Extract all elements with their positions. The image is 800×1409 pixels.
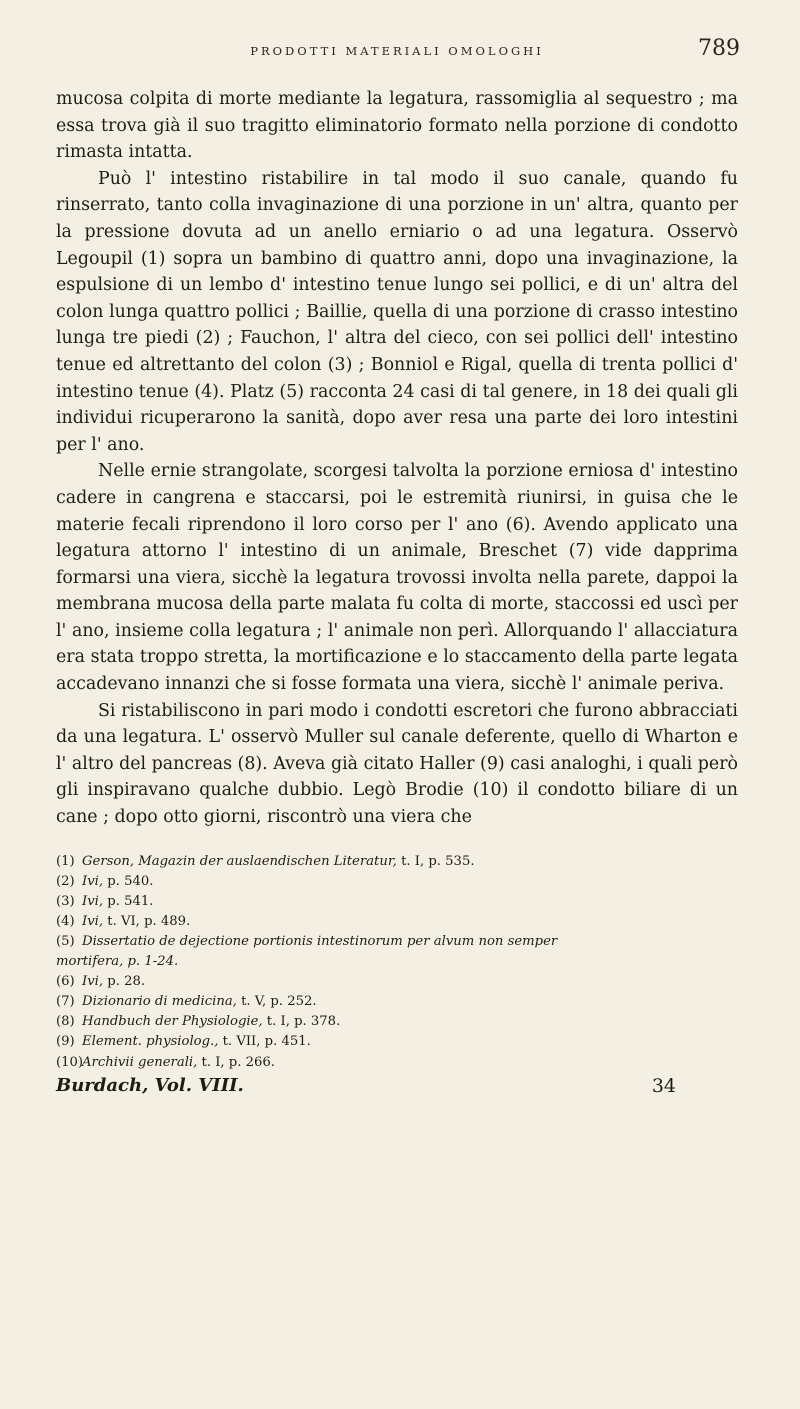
footnote-reference: t. I, p. 266. — [197, 1054, 276, 1070]
footnote-reference: p. 541. — [103, 893, 154, 909]
footnote-reference: p. 540. — [103, 873, 154, 889]
running-head — [56, 36, 738, 72]
footnote-source: Archivii generali, — [82, 1054, 198, 1070]
footnote-5 — [56, 932, 738, 972]
running-title: PRODOTTI MATERIALI OMOLOGHI — [250, 44, 544, 58]
footnote-3 — [56, 892, 738, 912]
paragraph-4: Si ristabiliscono in pari modo i condotti escretori che furono abbracciati da una legatura. L' osservò Muller sul canale deferente, quello di Wharton e l' altro del pancreas (8). Aveva già citato Haller (9) casi analoghi, i quali però gli inspiravano qualche dubbio. Legò Brodie (10) il condotto biliare di un cane ; dopo otto giorni, riscontrò una viera che — [56, 700, 738, 828]
footnote-number: (1) — [56, 853, 75, 869]
footnote-source: Ivi, — [82, 893, 104, 909]
paragraph-1: mucosa colpita di morte mediante la legatura, rassomiglia al sequestro ; ma essa trova già il suo tragitto eliminatorio formato nella porzione di condotto rimasta intatta. — [56, 89, 738, 163]
footnote-6 — [56, 972, 738, 992]
footnote-7 — [56, 992, 738, 1012]
footnote-number: (10) — [56, 1054, 84, 1070]
footnote-number: (2) — [56, 873, 75, 889]
footnote-reference: p. 28. — [103, 974, 146, 990]
footnote-reference: t. VI, p. 489. — [103, 913, 191, 929]
footnote-source: Ivi, — [82, 873, 104, 889]
book-page — [56, 36, 738, 1103]
footnote-number: (4) — [56, 913, 75, 929]
footnote-source: Ivi, — [82, 913, 104, 929]
paragraph-2: Può l' intestino ristabilire in tal modo il suo canale, quando fu rinserrato, tanto colla invaginazione di una porzione in un' altra, quanto per la pressione dovuta ad un anello erniario o ad una legatura. Osservò Legoupil (1) sopra un bambino di quattro anni, dopo una invaginazione, la espulsione di un lembo d' intestino tenue lungo sei pollici, e di un' altra del colon lunga quattro pollici ; Baillie, quella di una porzione di crasso intestino lunga tre piedi (2) ; Fauchon, l' altra del cieco, con sei pollici dell' intestino tenue ed altrettanto del colon (3) ; Bonniol e Rigal, quella di trenta pollici d' intestino tenue (4). Platz (5) racconta 24 casi di tal genere, in 18 dei quali gli individui ricuperarono la sanità, dopo aver resa una parte dei loro intestini per l' ano. — [56, 168, 738, 455]
signature-mark: 34 — [651, 1074, 676, 1097]
footnote-number: (7) — [56, 994, 75, 1010]
footnote-10 — [56, 1053, 738, 1073]
footnote-number: (9) — [56, 1034, 75, 1050]
footnote-8 — [56, 1012, 738, 1032]
footnote-continuation: mortifera, p. 1-24. — [56, 954, 179, 970]
footnote-reference: t. I, p. 535. — [396, 853, 475, 869]
footnote-source: Handbuch der Physiologie, — [82, 1014, 263, 1030]
footnotes — [56, 852, 738, 1073]
footnote-source: Dizionario di medicina, — [82, 994, 237, 1010]
footnote-4 — [56, 912, 738, 932]
footnote-number: (6) — [56, 974, 75, 990]
footnote-source: Gerson, Magazin der auslaendischen Literatur, — [82, 853, 397, 869]
footnote-reference: t. I, p. 378. — [262, 1014, 341, 1030]
footnote-2 — [56, 872, 738, 892]
footnote-source: Element. physiolog., — [82, 1034, 219, 1050]
footnote-reference: t. VII, p. 451. — [218, 1034, 311, 1050]
footnote-source: Dissertatio de dejectione portionis intestinorum per alvum non semper — [82, 934, 558, 949]
footnote-number: (5) — [56, 934, 75, 949]
footnote-reference: t. V, p. 252. — [236, 994, 317, 1010]
page-footer — [56, 1075, 738, 1103]
footnote-9 — [56, 1032, 738, 1052]
body-text — [56, 86, 738, 831]
page-number: 789 — [698, 36, 740, 61]
footnote-1 — [56, 852, 738, 872]
author-volume: Burdach, Vol. VIII. — [56, 1074, 244, 1096]
footnote-number: (8) — [56, 1014, 75, 1030]
paragraph-3: Nelle ernie strangolate, scorgesi talvolta la porzione erniosa d' intestino cadere in cangrena e staccarsi, poi le estremità riunirsi, in guisa che le materie fecali riprendono il loro corso per l' ano (6). Avendo applicato una legatura attorno l' intestino di un animale, Breschet (7) vide dapprima formarsi una viera, sicchè la legatura trovossi involta nella parete, dappoi la membrana mucosa della parte malata fu colta di morte, staccossi ed uscì per l' ano, insieme colla legatura ; l' animale non perì. Allorquando l' allacciatura era stata troppo stretta, la mortificazione e lo staccamento della parte legata accadevano innanzi che si fosse formata una viera, sicchè l' animale periva. — [56, 461, 738, 695]
footnote-source: Ivi, — [82, 974, 104, 990]
footnote-number: (3) — [56, 893, 75, 909]
